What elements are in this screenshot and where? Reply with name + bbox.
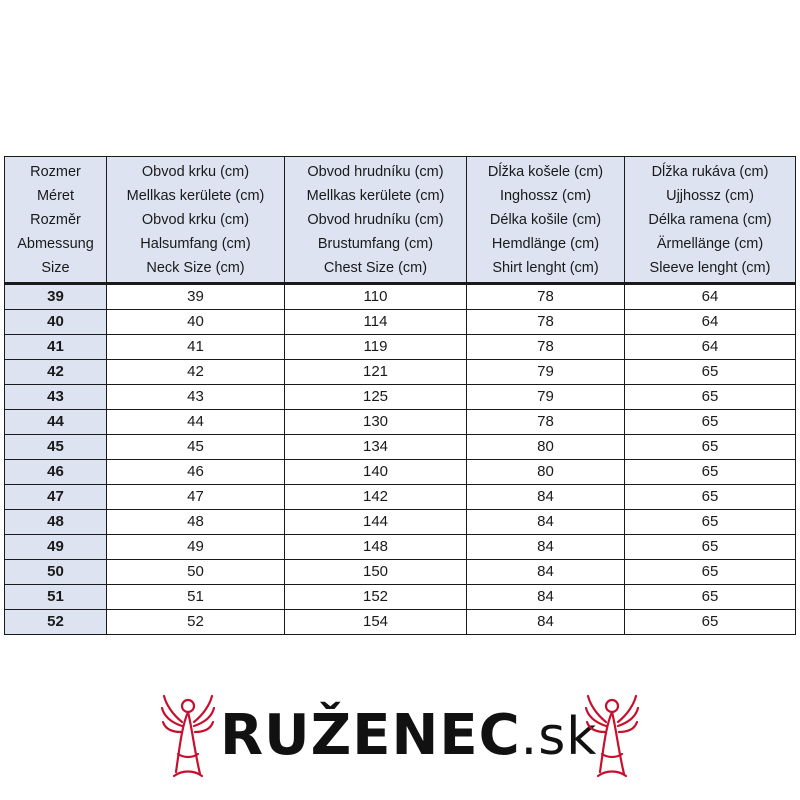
column-header-line: Mellkas kerülete (cm) [126, 187, 265, 204]
chest-size-cell: 134 [285, 435, 467, 460]
table-row [5, 560, 796, 585]
ruzenec-logo [160, 692, 640, 782]
column-header-line: Size [41, 259, 70, 276]
shirt-length-cell: 80 [467, 460, 625, 485]
table-row [5, 335, 796, 360]
shirt-length-cell: 84 [467, 485, 625, 510]
column-header-line: Chest Size (cm) [323, 259, 428, 276]
shirt-length-cell: 79 [467, 360, 625, 385]
neck-size-cell: 44 [107, 410, 285, 435]
table-row [5, 610, 796, 635]
chest-size-cell: 121 [285, 360, 467, 385]
column-header-line: Sleeve lenght (cm) [649, 259, 771, 276]
column-header-line: Délka košile (cm) [489, 211, 602, 228]
column-header-line: Dĺžka rukáva (cm) [651, 163, 769, 180]
sleeve-length-cell: 64 [625, 284, 796, 310]
sleeve-length-cell: 64 [625, 335, 796, 360]
chest-size-cell: 142 [285, 485, 467, 510]
brand-name [220, 698, 598, 775]
sleeve-length-cell: 65 [625, 360, 796, 385]
size-cell: 41 [5, 335, 107, 360]
size-cell: 52 [5, 610, 107, 635]
column-header-line: Hemdlänge (cm) [491, 235, 600, 252]
column-header-chest-size [285, 157, 467, 284]
shirt-length-cell: 84 [467, 535, 625, 560]
column-header-line: Obvod hrudníku (cm) [307, 163, 444, 180]
column-header-line: Neck Size (cm) [146, 259, 245, 276]
shirt-length-cell: 79 [467, 385, 625, 410]
brand-text-suffix: .sk [520, 707, 598, 767]
sleeve-length-cell: 65 [625, 585, 796, 610]
table-body [5, 284, 796, 635]
brand-text-main: RUŽENEC [220, 703, 521, 768]
neck-size-cell: 49 [107, 535, 285, 560]
size-cell: 47 [5, 485, 107, 510]
neck-size-cell: 51 [107, 585, 285, 610]
angel-icon [584, 692, 640, 780]
neck-size-cell: 46 [107, 460, 285, 485]
size-cell: 46 [5, 460, 107, 485]
size-cell: 39 [5, 284, 107, 310]
chest-size-cell: 140 [285, 460, 467, 485]
shirt-length-cell: 78 [467, 410, 625, 435]
column-header-line: Obvod krku (cm) [141, 163, 250, 180]
chest-size-cell: 152 [285, 585, 467, 610]
column-header-line: Délka ramena (cm) [648, 211, 772, 228]
chest-size-cell: 110 [285, 284, 467, 310]
column-header-size [5, 157, 107, 284]
table-row [5, 410, 796, 435]
table-row [5, 310, 796, 335]
column-header-sleeve-length [625, 157, 796, 284]
sleeve-length-cell: 64 [625, 310, 796, 335]
table-row [5, 435, 796, 460]
sleeve-length-cell: 65 [625, 610, 796, 635]
size-cell: 40 [5, 310, 107, 335]
sleeve-length-cell: 65 [625, 410, 796, 435]
table-row [5, 360, 796, 385]
size-cell: 51 [5, 585, 107, 610]
shirt-length-cell: 84 [467, 585, 625, 610]
size-cell: 49 [5, 535, 107, 560]
size-cell: 48 [5, 510, 107, 535]
sleeve-length-cell: 65 [625, 485, 796, 510]
chest-size-cell: 119 [285, 335, 467, 360]
sleeve-length-cell: 65 [625, 535, 796, 560]
column-header-line: Rozmer [30, 163, 81, 180]
shirt-length-cell: 78 [467, 284, 625, 310]
neck-size-cell: 42 [107, 360, 285, 385]
sleeve-length-cell: 65 [625, 560, 796, 585]
table-row [5, 284, 796, 310]
neck-size-cell: 43 [107, 385, 285, 410]
table-row [5, 535, 796, 560]
table-row [5, 485, 796, 510]
column-header-line: Mellkas kerülete (cm) [306, 187, 445, 204]
shirt-length-cell: 78 [467, 310, 625, 335]
neck-size-cell: 50 [107, 560, 285, 585]
shirt-length-cell: 84 [467, 610, 625, 635]
neck-size-cell: 39 [107, 284, 285, 310]
column-header-line: Inghossz (cm) [499, 187, 592, 204]
column-header-line: Dĺžka košele (cm) [487, 163, 604, 180]
size-cell: 45 [5, 435, 107, 460]
header-row [5, 157, 796, 284]
chest-size-cell: 154 [285, 610, 467, 635]
sleeve-length-cell: 65 [625, 385, 796, 410]
table-row [5, 460, 796, 485]
column-header-line: Rozměr [30, 211, 81, 228]
shirt-length-cell: 84 [467, 510, 625, 535]
column-header-line: Abmessung [17, 235, 94, 252]
chest-size-cell: 125 [285, 385, 467, 410]
shirt-length-cell: 80 [467, 435, 625, 460]
sleeve-length-cell: 65 [625, 435, 796, 460]
table-row [5, 585, 796, 610]
neck-size-cell: 45 [107, 435, 285, 460]
shirt-length-cell: 78 [467, 335, 625, 360]
chest-size-cell: 114 [285, 310, 467, 335]
table-row [5, 385, 796, 410]
size-cell: 42 [5, 360, 107, 385]
neck-size-cell: 47 [107, 485, 285, 510]
neck-size-cell: 52 [107, 610, 285, 635]
size-cell: 44 [5, 410, 107, 435]
column-header-line: Ärmellänge (cm) [656, 235, 764, 252]
sleeve-length-cell: 65 [625, 460, 796, 485]
column-header-line: Obvod hrudníku (cm) [307, 211, 444, 228]
shirt-length-cell: 84 [467, 560, 625, 585]
neck-size-cell: 41 [107, 335, 285, 360]
table-row [5, 510, 796, 535]
chest-size-cell: 150 [285, 560, 467, 585]
neck-size-cell: 40 [107, 310, 285, 335]
chest-size-cell: 144 [285, 510, 467, 535]
size-chart-table [4, 156, 796, 635]
column-header-line: Halsumfang (cm) [140, 235, 251, 252]
column-header-line: Brustumfang (cm) [317, 235, 434, 252]
column-header-shirt-length [467, 157, 625, 284]
neck-size-cell: 48 [107, 510, 285, 535]
column-header-neck-size [107, 157, 285, 284]
column-header-line: Obvod krku (cm) [141, 211, 250, 228]
angel-icon [160, 692, 216, 780]
column-header-line: Méret [36, 187, 75, 204]
sleeve-length-cell: 65 [625, 510, 796, 535]
column-header-line: Shirt lenght (cm) [492, 259, 599, 276]
size-cell: 43 [5, 385, 107, 410]
size-cell: 50 [5, 560, 107, 585]
chest-size-cell: 130 [285, 410, 467, 435]
column-header-line: Ujjhossz (cm) [666, 187, 754, 204]
chest-size-cell: 148 [285, 535, 467, 560]
